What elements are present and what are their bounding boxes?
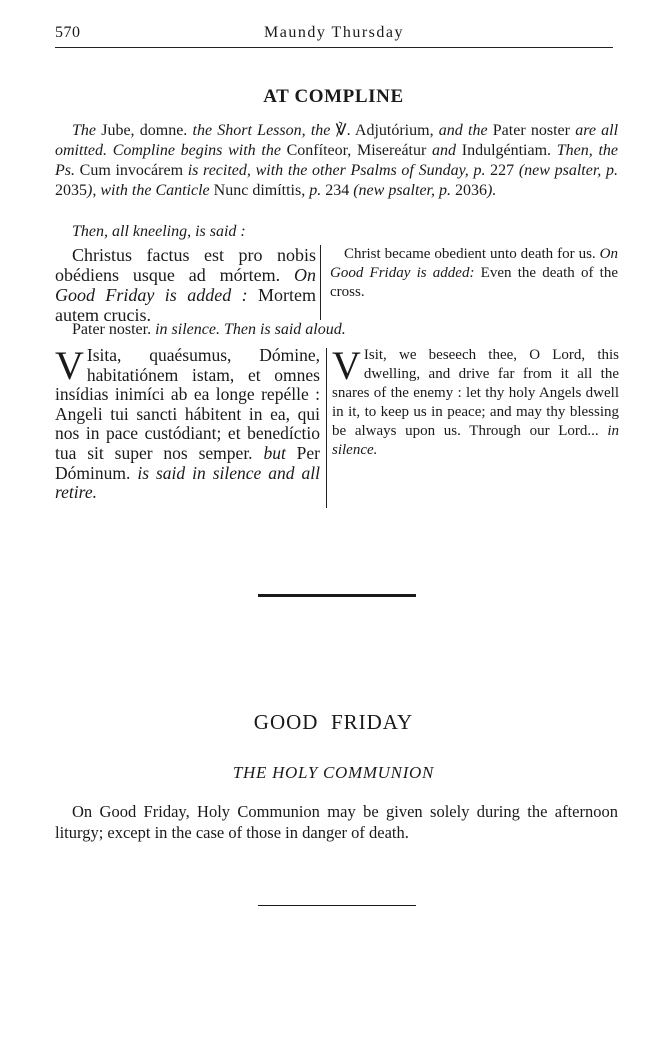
rubric-text: (new psalter, p. xyxy=(518,162,618,179)
rubric-text: p. xyxy=(309,182,322,199)
text-run: Isit, we beseech thee, O Lord, this dwelling, and drive far from it all the snares of the enemy : let thy holy Angels dwell in it, to keep us in peace; and may thy blessing be always upon us. Through our Lord... xyxy=(332,347,619,439)
column-divider xyxy=(320,245,321,320)
visit-english xyxy=(332,343,619,460)
rubric-text: and the xyxy=(438,122,488,139)
rubric-text: The xyxy=(72,122,96,139)
running-head: Maundy Thursday xyxy=(264,24,404,41)
text-run: Indulgéntiam. xyxy=(456,142,557,159)
rubric-text: are all omitted. Compline begins with the xyxy=(55,122,619,159)
christus-latin xyxy=(55,245,316,325)
text-run: Christ became obedient unto death for us. xyxy=(344,246,600,262)
rubric-text: the Short Lesson, the xyxy=(192,122,336,139)
text-run: Even the death of the cross. xyxy=(330,265,618,300)
rubric-text: Then, the Ps. xyxy=(55,142,619,179)
visit-english-text xyxy=(332,343,619,458)
page-header xyxy=(55,24,613,46)
text-run: Mortem autem crucis. xyxy=(55,285,316,325)
rubric-text: and xyxy=(432,142,457,159)
text-run: Jube, domne. xyxy=(96,122,193,139)
visita-latin-text xyxy=(55,345,320,502)
section-title-compline: AT COMPLINE xyxy=(263,86,404,107)
text-run: ℣. Adjutórium, xyxy=(335,122,439,139)
text-run: Pater noster xyxy=(487,122,576,139)
header-rule xyxy=(55,47,613,48)
pater-noster-rubric xyxy=(55,320,618,340)
text-run: Nunc dimíttis, xyxy=(209,182,310,199)
column-divider xyxy=(326,348,327,508)
rubric-text: is recited, with the other Psalms of Sunday, p. xyxy=(187,162,486,179)
rubric-text: On Good Friday is added: xyxy=(330,246,618,281)
text-run: Pater noster. xyxy=(72,321,156,338)
rubric-text: in silence. Then is said aloud. xyxy=(155,321,346,338)
section-subtitle: THE HOLY COMMUNION xyxy=(232,763,435,782)
text-run: Confíteor, Misereátur xyxy=(280,142,433,159)
text-run: 227 xyxy=(485,162,519,179)
rubric-text: (new psalter, p. xyxy=(353,182,451,199)
text-run: Per Dóminum. xyxy=(55,442,321,483)
compline-intro xyxy=(55,121,618,201)
rubric-text: ). xyxy=(487,182,497,199)
christus-english xyxy=(330,245,618,302)
text-run: 2035 xyxy=(55,182,87,199)
section-title-good-friday: GOOD FRIDAY xyxy=(253,710,414,734)
text-run: Christus factus est pro nobis obédiens usque ad mórtem. xyxy=(55,245,316,285)
drop-cap: V xyxy=(332,343,361,388)
rubric-text: but xyxy=(263,442,286,463)
rubric-text: On Good Friday is added : xyxy=(55,265,316,305)
rubric-text: is said in silence and all retire. xyxy=(55,462,320,503)
text-run: Isita, quaésumus, Dómine, habitatiónem istam, et omnes insídias inimíci ab ea longe repélle : Angeli tui sancti hábitent in ea, qui nos in pace custódiant; et benedíctio tua sit super nos semper. xyxy=(55,345,320,463)
section-separator xyxy=(258,594,416,597)
rubric-text: in silence. xyxy=(332,423,619,458)
text-run: Cum invocárem xyxy=(75,162,188,179)
visita-latin xyxy=(55,343,321,503)
rubric-text: ), with the Canticle xyxy=(87,182,210,199)
good-friday-text: On Good Friday, Holy Communion may be given solely during the afternoon liturgy; except in the case of those in danger of death. xyxy=(55,802,618,842)
text-run: 2036 xyxy=(451,182,487,199)
drop-cap: V xyxy=(55,343,84,388)
kneeling-rubric: Then, all kneeling, is said : xyxy=(72,223,246,240)
text-run: 234 xyxy=(321,182,354,199)
page-number: 570 xyxy=(55,24,81,41)
section-separator xyxy=(258,905,416,906)
